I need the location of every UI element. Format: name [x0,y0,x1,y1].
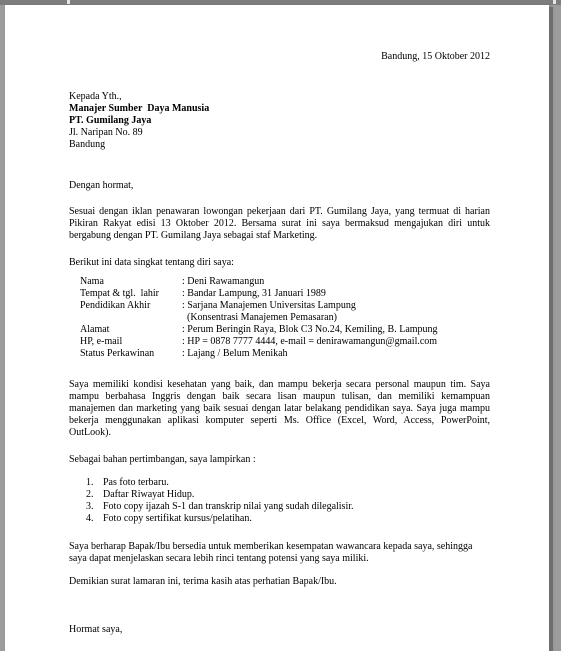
attachments-intro: Sebagai bahan pertimbangan, saya lampirkan : [69,454,256,465]
recipient-company: PT. Gumilang Jaya [69,115,152,126]
bio-value: (Konsentrasi Manajemen Pemasaran) [182,312,337,323]
bio-table [80,276,490,360]
bio-value: : Sarjana Manajemen Universitas Lampung [182,300,356,311]
list-item [69,501,354,513]
recipient-block [69,91,209,151]
opening-paragraph: Sesuai dengan iklan penawaran lowongan pekerjaan dari PT. Gumilang Jaya, yang termuat di harian Pikiran Rakyat edisi 13 Oktober 2012. Bersama surat ini saya bermaksud mengajukan diri untuk bergabung dengan PT. Gumilang Jaya sebagai staf Marketing. [69,206,490,241]
recipient-greeting: Kepada Yth., [69,91,122,102]
bio-row [80,276,490,288]
bio-value: : Deni Rawamangun [182,276,265,287]
list-text: Foto copy ijazah S-1 dan transkrip nilai yang sudah dilegalisir. [103,501,354,512]
recipient-city: Bandung [69,139,106,150]
bio-value: : Lajang / Belum Menikah [182,348,288,359]
place-date: Bandung, 15 Oktober 2012 [381,51,490,62]
list-text: Pas foto terbaru. [103,477,169,488]
list-item [69,489,354,501]
bio-label: Pendidikan Akhir [80,300,151,311]
bio-label: Nama [80,276,104,287]
bio-label: Status Perkawinan [80,348,155,359]
document-page [5,5,549,651]
bio-row [80,348,490,360]
interview-paragraph: Saya berharap Bapak/Ibu bersedia untuk memberikan kesempatan wawancara kepada saya, sehingga saya dapat menjelaskan secara lebih rinci tentang potensi yang saya miliki. [69,541,473,564]
ruler-marker [553,0,556,4]
ruler-marker [67,0,70,4]
page-shadow [549,7,553,651]
bio-label: HP, e-mail [80,336,123,347]
list-text: Daftar Riwayat Hidup. [103,489,195,500]
bio-intro: Berikut ini data singkat tentang diri saya: [69,257,234,268]
bio-row [80,324,490,336]
closing-regards: Hormat saya, [69,624,123,635]
bio-row [80,336,490,348]
list-number: 2. [86,489,94,500]
list-text: Foto copy sertifikat kursus/pelatihan. [103,513,252,524]
bio-value: : Perum Beringin Raya, Blok C3 No.24, Kemiling, B. Lampung [182,324,438,335]
list-number: 1. [86,477,94,488]
bio-row [80,288,490,300]
bio-row [80,300,490,312]
list-item [69,477,354,489]
attachments-list [69,477,354,525]
closing-paragraph: Demikian surat lamaran ini, terima kasih atas perhatian Bapak/Ibu. [69,576,337,587]
list-number: 3. [86,501,94,512]
recipient-street: Jl. Naripan No. 89 [69,127,143,138]
bio-value: : Bandar Lampung, 31 Januari 1989 [182,288,326,299]
bio-label: Tempat & tgl. lahir [80,288,160,299]
bio-row [80,312,490,324]
list-item [69,513,354,525]
bio-label [80,312,182,324]
salutation: Dengan hormat, [69,180,134,191]
recipient-title: Manajer Sumber Daya Manusia [69,103,210,114]
bio-label: Alamat [80,324,110,335]
list-number: 4. [86,513,94,524]
qualifications-paragraph: Saya memiliki kondisi kesehatan yang baik, dan mampu bekerja secara personal maupun tim. Saya mampu berbahasa Inggris dengan baik secara lisan maupun tulisan, dan memiliki kemampuan manajemen dan marketing yang baik sesuai dengan latar belakang pendidikan saya. Saya juga mampu bekerja menggunakan aplikasi komputer seperti Ms. Office (Excel, Word, Access, PowerPoint, OutLook). [69,379,490,438]
bio-value: : HP = 0878 7777 4444, e-mail = denirawamangun@gmail.com [182,336,438,347]
